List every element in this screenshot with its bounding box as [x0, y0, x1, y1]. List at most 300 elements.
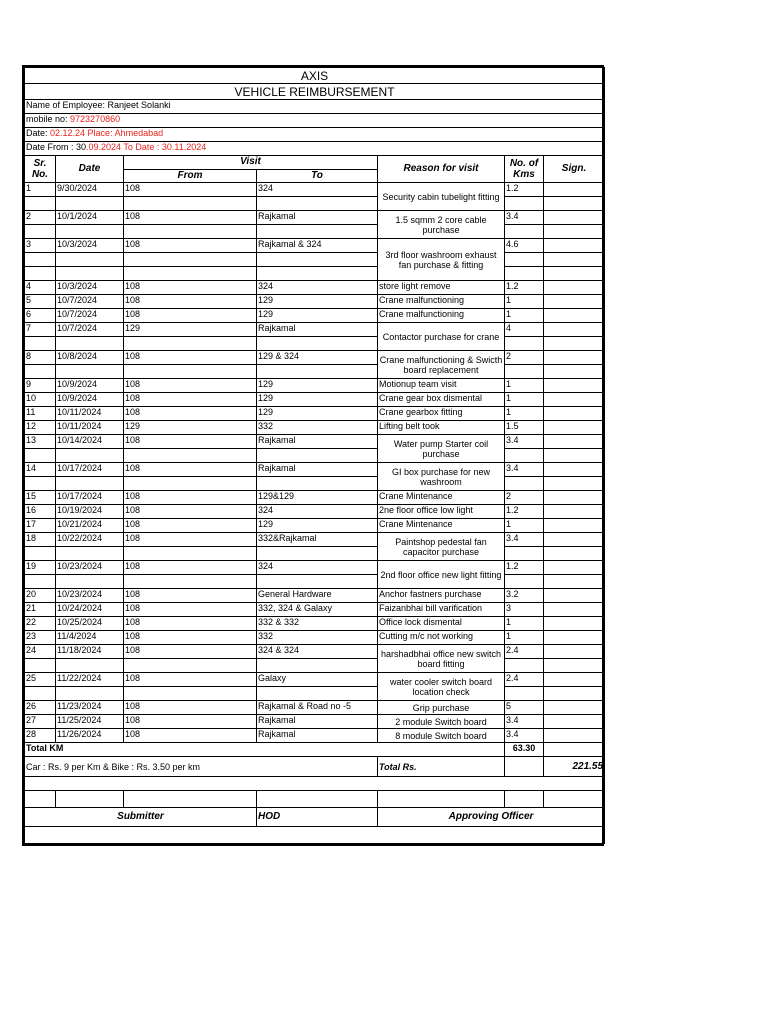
sign-cell — [544, 267, 605, 281]
date-cell: 11/26/2024 — [56, 729, 124, 743]
from-cell: 108 — [124, 491, 257, 505]
reason-cell: Crane malfunctioning — [378, 295, 505, 309]
to-cell: Rajkamal — [257, 435, 378, 449]
to-cell: Rajkamal — [257, 729, 378, 743]
sr-no-cell: 3 — [25, 239, 56, 253]
from-cell — [124, 547, 257, 561]
to-cell: 324 — [257, 281, 378, 295]
reason-cell: 1.5 sqmm 2 core cable purchase — [378, 211, 505, 239]
kms-cell: 2 — [505, 491, 544, 505]
from-cell: 108 — [124, 631, 257, 645]
to-cell: Galaxy — [257, 673, 378, 687]
header-reason: Reason for visit — [378, 156, 505, 183]
sign-cell — [544, 463, 605, 477]
table-row — [25, 407, 605, 421]
from-cell: 108 — [124, 533, 257, 547]
sign-cell — [544, 309, 605, 323]
reason-cell: Grip purchase — [378, 701, 505, 715]
reason-cell: store light remove — [378, 281, 505, 295]
sr-no-cell: 1 — [25, 183, 56, 197]
table-row — [25, 575, 605, 589]
table-row — [25, 533, 605, 547]
sign-cell — [544, 729, 605, 743]
from-cell — [124, 365, 257, 379]
sr-no-cell: 13 — [25, 435, 56, 449]
table-row — [25, 519, 605, 533]
table-row — [25, 463, 605, 477]
kms-cell: 1.2 — [505, 561, 544, 575]
sign-cell — [544, 547, 605, 561]
signature-blank-cell — [56, 791, 124, 808]
from-cell: 108 — [124, 603, 257, 617]
to-cell: 129&129 — [257, 491, 378, 505]
table-row — [25, 295, 605, 309]
from-cell: 108 — [124, 393, 257, 407]
sr-no-cell: 22 — [25, 617, 56, 631]
date-cell: 10/7/2024 — [56, 323, 124, 337]
to-cell: 332 — [257, 421, 378, 435]
table-row — [25, 561, 605, 575]
kms-cell — [505, 687, 544, 701]
kms-cell: 4 — [505, 323, 544, 337]
sr-no-cell: 17 — [25, 519, 56, 533]
date-cell: 10/7/2024 — [56, 309, 124, 323]
reason-cell: Crane Mintenance — [378, 519, 505, 533]
reason-cell: Office lock dismental — [378, 617, 505, 631]
date-place-value: 02.12.24 Place: Ahmedabad — [50, 128, 164, 138]
date-cell: 10/25/2024 — [56, 617, 124, 631]
reason-cell: Crane malfunctioning & Swicth board replacement — [378, 351, 505, 379]
sr-no-cell: 25 — [25, 673, 56, 687]
to-cell — [257, 449, 378, 463]
to-cell — [257, 547, 378, 561]
from-cell: 108 — [124, 407, 257, 421]
table-row — [25, 617, 605, 631]
date-cell: 10/14/2024 — [56, 435, 124, 449]
table-row — [25, 435, 605, 449]
from-cell: 108 — [124, 309, 257, 323]
date-cell: 10/11/2024 — [56, 407, 124, 421]
sr-no-cell — [25, 267, 56, 281]
signature-blank-cell — [378, 791, 505, 808]
page-title: VEHICLE REIMBURSEMENT — [25, 84, 605, 100]
table-row — [25, 239, 605, 253]
table-row — [25, 715, 605, 729]
from-cell: 108 — [124, 701, 257, 715]
to-cell — [257, 477, 378, 491]
table-row — [25, 659, 605, 673]
sr-no-cell: 11 — [25, 407, 56, 421]
from-cell: 108 — [124, 281, 257, 295]
to-cell — [257, 253, 378, 267]
employee-name: Name of Employee: Ranjeet Solanki — [25, 100, 605, 114]
kms-cell: 3.4 — [505, 715, 544, 729]
date-cell: 10/24/2024 — [56, 603, 124, 617]
sr-no-cell: 28 — [25, 729, 56, 743]
hod-label: HOD — [257, 808, 378, 827]
table-row — [25, 645, 605, 659]
kms-cell: 1 — [505, 309, 544, 323]
kms-cell: 2.4 — [505, 645, 544, 659]
sign-cell — [544, 715, 605, 729]
sr-no-cell: 6 — [25, 309, 56, 323]
from-cell — [124, 575, 257, 589]
sign-cell — [544, 505, 605, 519]
table-row — [25, 183, 605, 197]
kms-cell — [505, 253, 544, 267]
date-label: Date: — [26, 128, 51, 138]
table-row — [25, 589, 605, 603]
from-cell: 108 — [124, 505, 257, 519]
header-sr-no: Sr. No. — [25, 156, 56, 183]
date-cell — [56, 449, 124, 463]
to-cell: Rajkamal — [257, 463, 378, 477]
from-cell — [124, 659, 257, 673]
signature-blank-cell — [124, 791, 257, 808]
header-sign: Sign. — [544, 156, 605, 183]
to-cell: Rajkamal — [257, 715, 378, 729]
approving-officer-label: Approving Officer — [378, 808, 605, 827]
sr-no-cell: 15 — [25, 491, 56, 505]
date-cell: 10/3/2024 — [56, 281, 124, 295]
sr-no-cell: 9 — [25, 379, 56, 393]
to-cell: Rajkamal — [257, 323, 378, 337]
from-cell: 108 — [124, 729, 257, 743]
reason-cell: Contactor purchase for crane — [378, 323, 505, 351]
to-cell: 129 — [257, 519, 378, 533]
table-row — [25, 491, 605, 505]
sign-cell — [544, 197, 605, 211]
sr-no-cell: 16 — [25, 505, 56, 519]
table-row — [25, 547, 605, 561]
kms-cell — [505, 575, 544, 589]
kms-cell: 1 — [505, 295, 544, 309]
to-cell: 129 — [257, 309, 378, 323]
sr-no-cell: 26 — [25, 701, 56, 715]
from-cell — [124, 337, 257, 351]
table-row — [25, 211, 605, 225]
date-cell: 11/18/2024 — [56, 645, 124, 659]
to-cell — [257, 225, 378, 239]
reason-cell: Crane gearbox fitting — [378, 407, 505, 421]
date-cell: 11/23/2024 — [56, 701, 124, 715]
reason-cell: Paintshop pedestal fan capacitor purchase — [378, 533, 505, 561]
from-cell: 108 — [124, 295, 257, 309]
sign-cell — [544, 337, 605, 351]
sr-no-cell: 14 — [25, 463, 56, 477]
sign-cell — [544, 393, 605, 407]
sr-no-cell: 23 — [25, 631, 56, 645]
sr-no-cell — [25, 575, 56, 589]
date-cell: 11/4/2024 — [56, 631, 124, 645]
reason-cell: Anchor fastners purchase — [378, 589, 505, 603]
to-cell — [257, 687, 378, 701]
kms-cell: 2 — [505, 351, 544, 365]
to-cell: General Hardware — [257, 589, 378, 603]
to-cell: 129 — [257, 407, 378, 421]
sign-cell — [544, 589, 605, 603]
sr-no-cell — [25, 659, 56, 673]
from-cell: 108 — [124, 645, 257, 659]
to-cell: Rajkamal — [257, 211, 378, 225]
reason-cell: Crane gear box dismental — [378, 393, 505, 407]
date-cell: 10/8/2024 — [56, 351, 124, 365]
sign-cell — [544, 645, 605, 659]
date-range-value: .09.2024 To Date : 30.11.2024 — [86, 142, 207, 152]
table-row — [25, 253, 605, 267]
table-row — [25, 351, 605, 365]
to-cell: 324 — [257, 505, 378, 519]
date-cell — [56, 659, 124, 673]
table-row — [25, 309, 605, 323]
from-cell: 108 — [124, 463, 257, 477]
table-row — [25, 673, 605, 687]
sr-no-cell: 24 — [25, 645, 56, 659]
to-cell: Rajkamal & 324 — [257, 239, 378, 253]
date-cell: 10/23/2024 — [56, 561, 124, 575]
reimbursement-table — [24, 67, 605, 844]
kms-cell: 1 — [505, 379, 544, 393]
signature-blank-cell — [257, 791, 378, 808]
mobile-row — [25, 114, 605, 128]
kms-cell: 1.2 — [505, 505, 544, 519]
total-km-label: Total KM — [25, 743, 505, 757]
from-cell — [124, 687, 257, 701]
sign-cell — [544, 225, 605, 239]
date-cell: 10/9/2024 — [56, 379, 124, 393]
to-cell — [257, 197, 378, 211]
kms-cell: 3.4 — [505, 211, 544, 225]
to-cell: Rajkamal & Road no -5 — [257, 701, 378, 715]
table-row — [25, 701, 605, 715]
sr-no-cell: 7 — [25, 323, 56, 337]
reason-cell: 2ne floor office low light — [378, 505, 505, 519]
reason-cell: GI box purchase for new washroom — [378, 463, 505, 491]
sign-cell — [544, 435, 605, 449]
to-cell: 129 — [257, 379, 378, 393]
from-cell: 129 — [124, 323, 257, 337]
header-from: From — [124, 169, 257, 183]
sign-cell — [544, 183, 605, 197]
sr-no-cell: 12 — [25, 421, 56, 435]
date-cell: 9/30/2024 — [56, 183, 124, 197]
from-cell — [124, 253, 257, 267]
date-cell: 10/11/2024 — [56, 421, 124, 435]
date-cell — [56, 575, 124, 589]
to-cell: 129 — [257, 295, 378, 309]
kms-cell — [505, 659, 544, 673]
table-row — [25, 337, 605, 351]
kms-cell: 3.4 — [505, 435, 544, 449]
table-row — [25, 365, 605, 379]
company-name: AXIS — [25, 68, 605, 84]
to-cell: 332&Rajkamal — [257, 533, 378, 547]
reason-cell: 2 module Switch board — [378, 715, 505, 729]
total-rs-value: 221.55 — [544, 757, 605, 777]
sign-cell — [544, 701, 605, 715]
table-row — [25, 477, 605, 491]
from-cell: 108 — [124, 561, 257, 575]
sr-no-cell: 27 — [25, 715, 56, 729]
sign-cell — [544, 421, 605, 435]
date-cell: 11/25/2024 — [56, 715, 124, 729]
date-cell — [56, 253, 124, 267]
sign-cell — [544, 687, 605, 701]
reason-cell: Crane malfunctioning — [378, 309, 505, 323]
sr-no-cell: 4 — [25, 281, 56, 295]
from-cell: 108 — [124, 617, 257, 631]
from-cell: 108 — [124, 519, 257, 533]
from-cell — [124, 267, 257, 281]
sr-no-cell: 19 — [25, 561, 56, 575]
table-row — [25, 323, 605, 337]
table-row — [25, 603, 605, 617]
date-cell — [56, 337, 124, 351]
submitter-label: Submitter — [25, 808, 257, 827]
to-cell: 332, 324 & Galaxy — [257, 603, 378, 617]
reason-cell: Cutting m/c not working — [378, 631, 505, 645]
sr-no-cell — [25, 449, 56, 463]
sign-cell — [544, 449, 605, 463]
kms-cell: 2.4 — [505, 673, 544, 687]
date-cell: 10/23/2024 — [56, 589, 124, 603]
sr-no-cell: 10 — [25, 393, 56, 407]
date-cell — [56, 267, 124, 281]
table-row — [25, 631, 605, 645]
kms-cell: 1 — [505, 631, 544, 645]
date-place-row — [25, 128, 605, 142]
date-cell: 10/1/2024 — [56, 211, 124, 225]
from-cell — [124, 197, 257, 211]
kms-cell: 3.4 — [505, 729, 544, 743]
sr-no-cell — [25, 253, 56, 267]
sign-cell — [544, 477, 605, 491]
sr-no-cell — [25, 365, 56, 379]
date-range-row — [25, 142, 605, 156]
reason-cell: Crane Mintenance — [378, 491, 505, 505]
to-cell: 129 & 324 — [257, 351, 378, 365]
sign-cell — [544, 603, 605, 617]
kms-cell: 1.5 — [505, 421, 544, 435]
sign-cell — [544, 491, 605, 505]
sign-cell — [544, 575, 605, 589]
sr-no-cell: 8 — [25, 351, 56, 365]
reason-cell: Lifting belt took — [378, 421, 505, 435]
from-cell — [124, 477, 257, 491]
from-cell: 108 — [124, 589, 257, 603]
to-cell — [257, 365, 378, 379]
table-row — [25, 729, 605, 743]
sign-cell — [544, 617, 605, 631]
header-visit: Visit — [124, 156, 378, 170]
signature-blank-cell — [25, 791, 56, 808]
total-km-value: 63.30 — [505, 743, 544, 757]
kms-cell: 4.6 — [505, 239, 544, 253]
reimbursement-sheet — [22, 65, 604, 846]
mobile-label: mobile no: — [26, 114, 71, 124]
kms-cell: 3.4 — [505, 533, 544, 547]
to-cell: 324 — [257, 561, 378, 575]
kms-cell — [505, 547, 544, 561]
date-cell: 10/19/2024 — [56, 505, 124, 519]
sign-cell — [544, 561, 605, 575]
sign-cell — [544, 211, 605, 225]
date-cell — [56, 365, 124, 379]
date-cell: 10/3/2024 — [56, 239, 124, 253]
header-kms: No. of Kms — [505, 156, 544, 183]
kms-cell — [505, 337, 544, 351]
from-cell: 108 — [124, 351, 257, 365]
table-row — [25, 421, 605, 435]
date-cell: 10/22/2024 — [56, 533, 124, 547]
kms-cell: 3 — [505, 603, 544, 617]
sign-cell — [544, 659, 605, 673]
date-cell — [56, 225, 124, 239]
date-cell — [56, 547, 124, 561]
kms-cell — [505, 225, 544, 239]
date-cell: 10/21/2024 — [56, 519, 124, 533]
table-row — [25, 281, 605, 295]
sr-no-cell: 18 — [25, 533, 56, 547]
sr-no-cell — [25, 687, 56, 701]
kms-cell — [505, 449, 544, 463]
sr-no-cell: 21 — [25, 603, 56, 617]
from-cell — [124, 225, 257, 239]
reason-cell: 3rd floor washroom exhaust fan purchase & fitting — [378, 239, 505, 281]
table-row — [25, 197, 605, 211]
table-row — [25, 379, 605, 393]
from-cell: 108 — [124, 435, 257, 449]
kms-cell — [505, 477, 544, 491]
reason-cell: harshadbhai office new switch board fitting — [378, 645, 505, 673]
sign-cell — [544, 631, 605, 645]
sign-cell — [544, 253, 605, 267]
to-cell: 324 — [257, 183, 378, 197]
sign-cell — [544, 365, 605, 379]
table-row — [25, 687, 605, 701]
reason-cell: Water pump Starter coil purchase — [378, 435, 505, 463]
sign-cell — [544, 673, 605, 687]
header-to: To — [257, 169, 378, 183]
table-row — [25, 225, 605, 239]
signature-blank-cell — [505, 791, 544, 808]
to-cell — [257, 575, 378, 589]
kms-cell: 1 — [505, 407, 544, 421]
sign-cell — [544, 407, 605, 421]
to-cell: 129 — [257, 393, 378, 407]
date-cell — [56, 687, 124, 701]
rate-info: Car : Rs. 9 per Km & Bike : Rs. 3.50 per km — [25, 757, 378, 777]
reason-cell: Faizanbhai bill varification — [378, 603, 505, 617]
date-cell: 11/22/2024 — [56, 673, 124, 687]
kms-cell — [505, 365, 544, 379]
from-cell: 108 — [124, 239, 257, 253]
sr-no-cell — [25, 197, 56, 211]
sr-no-cell — [25, 225, 56, 239]
sr-no-cell: 5 — [25, 295, 56, 309]
sr-no-cell: 2 — [25, 211, 56, 225]
sign-cell — [544, 379, 605, 393]
kms-cell: 1.2 — [505, 183, 544, 197]
kms-cell: 1 — [505, 393, 544, 407]
date-range-label: Date From : 30 — [26, 142, 87, 152]
reason-cell: 8 module Switch board — [378, 729, 505, 743]
kms-cell: 1 — [505, 617, 544, 631]
date-cell: 10/7/2024 — [56, 295, 124, 309]
kms-cell: 1 — [505, 519, 544, 533]
from-cell: 108 — [124, 379, 257, 393]
from-cell: 129 — [124, 421, 257, 435]
